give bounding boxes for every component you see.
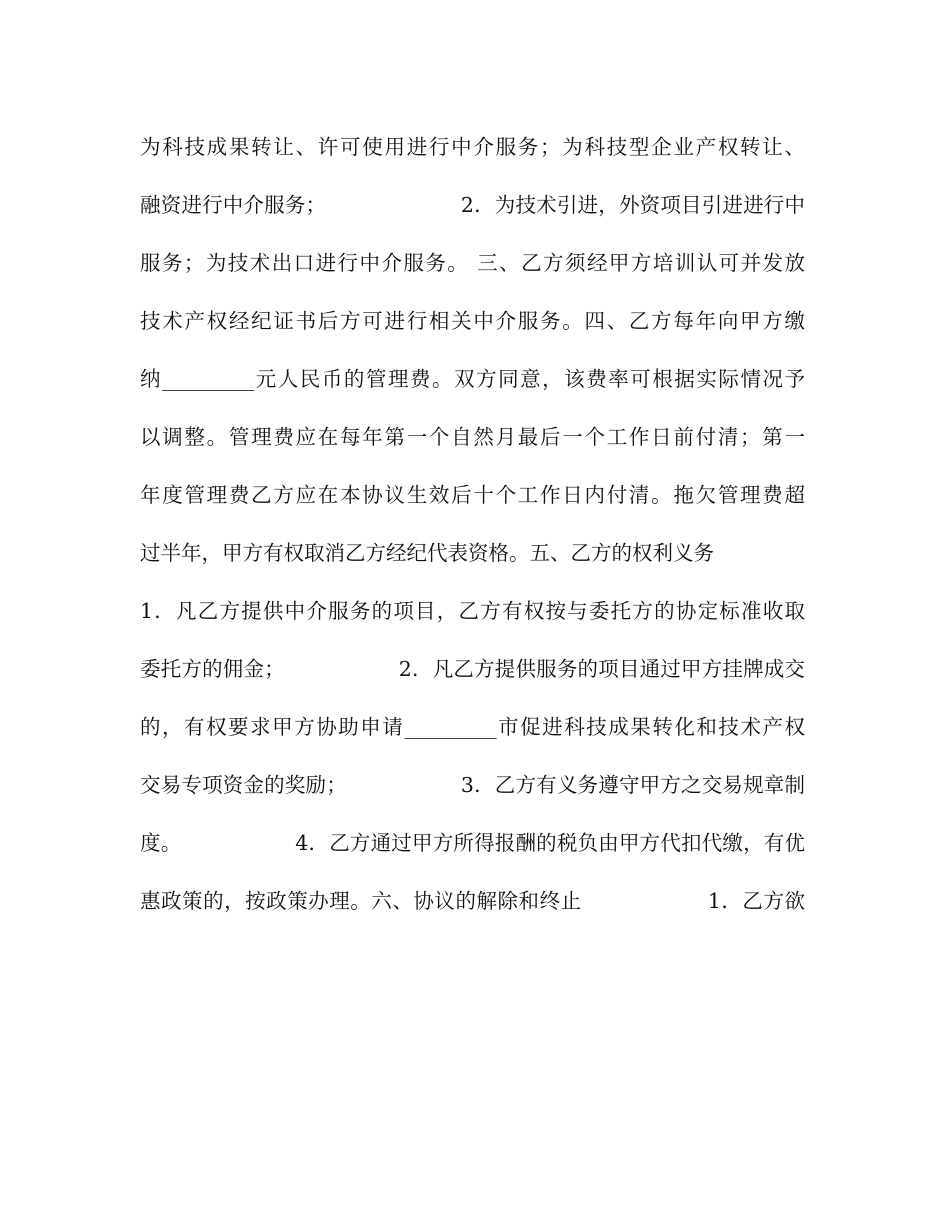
text-line: 融资进行中介服务； 2．为技术引进，外资项目引进进行中 [140,193,805,217]
text-line: 年度管理费乙方应在本协议生效后十个工作日内付清。拖欠管理费超 [140,483,805,507]
text-line: 纳_________元人民币的管理费。双方同意，该费率可根据实际情况予 [140,367,805,391]
text-line: 服务；为技术出口进行中介服务。 三、乙方须经甲方培训认可并发放 [140,251,805,275]
text-line: 度。 4．乙方通过甲方所得报酬的税负由甲方代扣代缴，有优 [140,831,805,855]
text-line: 过半年，甲方有权取消乙方经纪代表资格。五、乙方的权利义务 [140,541,714,565]
text-line: 为科技成果转让、许可使用进行中介服务；为科技型企业产权转让、 [140,135,805,159]
text-line: 的，有权要求甲方协助申请_________市促进科技成果转化和技术产权 [140,715,805,739]
document-body [140,118,805,930]
text-line: 1．凡乙方提供中介服务的项目，乙方有权按与委托方的协定标准收取 [140,599,805,623]
text-line: 以调整。管理费应在每年第一个自然月最后一个工作日前付清；第一 [140,425,805,449]
text-line: 交易专项资金的奖励； 3．乙方有义务遵守甲方之交易规章制 [140,773,805,797]
text-line: 委托方的佣金； 2．凡乙方提供服务的项目通过甲方挂牌成交 [140,657,805,681]
text-line: 技术产权经纪证书后方可进行相关中介服务。四、乙方每年向甲方缴 [140,309,805,333]
text-line: 惠政策的，按政策办理。六、协议的解除和终止 1．乙方欲 [140,889,805,913]
